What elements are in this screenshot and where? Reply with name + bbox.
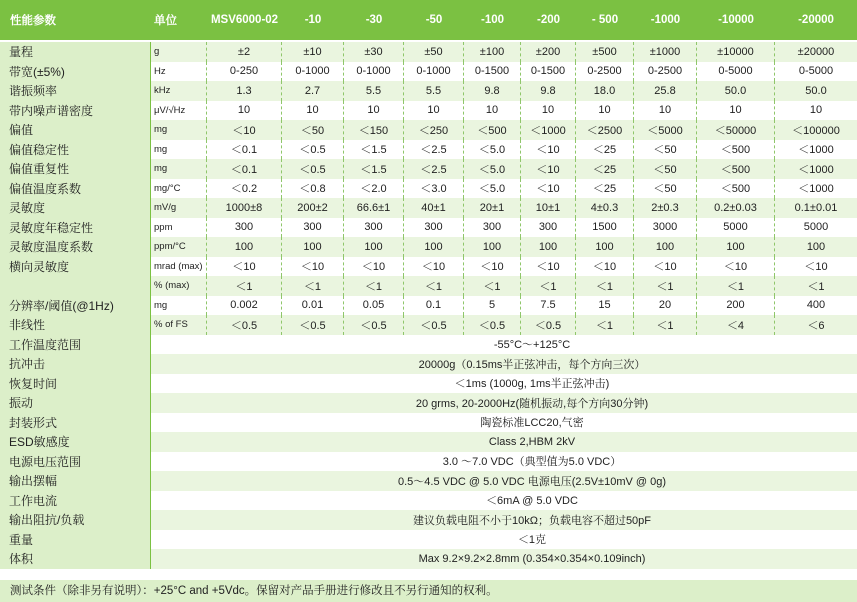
table-row [0, 257, 857, 277]
param-name: 灵敏度年稳定性 [0, 218, 150, 238]
param-unit [150, 530, 207, 550]
param-unit: mV/g [150, 198, 207, 218]
value-cell: 1000±8 [207, 198, 282, 218]
value-cell: ＜1 [634, 315, 697, 335]
value-cell: 0-1000 [282, 62, 344, 82]
value-cell: 0.1 [404, 296, 464, 316]
value-cell: 10 [634, 101, 697, 121]
value-cell: ＜0.5 [464, 315, 521, 335]
value-cell: ＜5.0 [464, 179, 521, 199]
table-row [0, 374, 857, 394]
value-cell: ＜1 [404, 276, 464, 296]
param-name: 非线性 [0, 315, 150, 335]
value-cell: 9.8 [521, 81, 576, 101]
table-row [0, 452, 857, 472]
table-row [0, 491, 857, 511]
param-unit [150, 374, 207, 394]
header-param: 性能参数 [0, 0, 150, 42]
value-cell: ＜0.1 [207, 159, 282, 179]
table-row [0, 296, 857, 316]
param-unit: mrad (max) [150, 257, 207, 277]
value-cell: ±1000 [634, 42, 697, 62]
value-cell: 0-1500 [464, 62, 521, 82]
value-cell: 300 [521, 218, 576, 238]
value-cell: ＜10 [404, 257, 464, 277]
param-unit: mg [150, 140, 207, 160]
value-cell: ＜10 [521, 140, 576, 160]
value-cell: ＜500 [697, 179, 775, 199]
value-cell: ±100 [464, 42, 521, 62]
value-cell: 300 [404, 218, 464, 238]
merged-value: 3.0 ～7.0 VDC（典型值为5.0 VDC） [207, 452, 857, 472]
value-cell: ＜100000 [775, 120, 857, 140]
param-unit: Hz [150, 62, 207, 82]
value-cell: 10 [521, 101, 576, 121]
value-cell: ＜2500 [576, 120, 634, 140]
param-unit [150, 510, 207, 530]
param-name: 重量 [0, 530, 150, 550]
header-model: -10000 [697, 0, 775, 42]
table-row [0, 354, 857, 374]
header-model: -200 [521, 0, 576, 42]
value-cell: ＜1000 [775, 179, 857, 199]
param-unit [150, 471, 207, 491]
param-unit [150, 491, 207, 511]
value-cell: ＜3.0 [404, 179, 464, 199]
param-name: 偏值温度系数 [0, 179, 150, 199]
header-row [0, 0, 857, 42]
value-cell: 100 [576, 237, 634, 257]
value-cell: ＜50 [634, 179, 697, 199]
value-cell: ＜2.5 [404, 140, 464, 160]
value-cell: ＜10 [521, 159, 576, 179]
value-cell: 100 [344, 237, 404, 257]
value-cell: 2±0.3 [634, 198, 697, 218]
value-cell: ＜0.5 [282, 159, 344, 179]
param-name: 带内噪声谱密度 [0, 101, 150, 121]
value-cell: 4±0.3 [576, 198, 634, 218]
value-cell: 400 [775, 296, 857, 316]
table-row [0, 237, 857, 257]
value-cell: 100 [775, 237, 857, 257]
value-cell: 7.5 [521, 296, 576, 316]
value-cell: ＜10 [282, 257, 344, 277]
value-cell: ＜10 [775, 257, 857, 277]
table-row [0, 159, 857, 179]
param-name: 体积 [0, 549, 150, 569]
value-cell: 10 [344, 101, 404, 121]
param-unit [150, 413, 207, 433]
value-cell: ＜5000 [634, 120, 697, 140]
table-row [0, 413, 857, 433]
param-name: 偏值稳定性 [0, 140, 150, 160]
value-cell: 0-1000 [404, 62, 464, 82]
param-name: 谐振频率 [0, 81, 150, 101]
table-row [0, 81, 857, 101]
value-cell: 300 [282, 218, 344, 238]
value-cell: 10 [464, 101, 521, 121]
merged-value: ＜1克 [207, 530, 857, 550]
value-cell: ＜1000 [775, 159, 857, 179]
value-cell: 66.6±1 [344, 198, 404, 218]
value-cell: ＜5.0 [464, 140, 521, 160]
value-cell: ＜50 [634, 140, 697, 160]
merged-value: ＜1ms (1000g, 1ms半正弦冲击) [207, 374, 857, 394]
param-unit: ppm/°C [150, 237, 207, 257]
value-cell: ＜1 [344, 276, 404, 296]
value-cell: ＜10 [344, 257, 404, 277]
value-cell: 0-5000 [697, 62, 775, 82]
table-row [0, 432, 857, 452]
value-cell: 1500 [576, 218, 634, 238]
value-cell: 3000 [634, 218, 697, 238]
value-cell: ＜1.5 [344, 140, 404, 160]
value-cell: ＜500 [697, 159, 775, 179]
value-cell: 10 [404, 101, 464, 121]
value-cell: 15 [576, 296, 634, 316]
param-name: 输出摆幅 [0, 471, 150, 491]
value-cell: 100 [521, 237, 576, 257]
value-cell: 100 [282, 237, 344, 257]
param-unit: mg [150, 159, 207, 179]
table-row [0, 218, 857, 238]
value-cell: ＜1 [775, 276, 857, 296]
merged-value: 20 grms, 20-2000Hz(随机振动,每个方向30分钟) [207, 393, 857, 413]
merged-value: 陶瓷标准LCC20,气密 [207, 413, 857, 433]
table-body [0, 42, 857, 569]
param-name [0, 276, 150, 296]
value-cell: 300 [464, 218, 521, 238]
value-cell: ＜1.5 [344, 159, 404, 179]
param-name: 带宽(±5%) [0, 62, 150, 82]
param-name: 电源电压范围 [0, 452, 150, 472]
value-cell: 10 [282, 101, 344, 121]
param-name: 横向灵敏度 [0, 257, 150, 277]
param-name: 工作温度范围 [0, 335, 150, 355]
value-cell: ＜1 [697, 276, 775, 296]
param-unit [150, 335, 207, 355]
value-cell: ±50 [404, 42, 464, 62]
value-cell: ＜0.5 [282, 140, 344, 160]
value-cell: ＜10 [521, 179, 576, 199]
value-cell: ±2 [207, 42, 282, 62]
value-cell: 10 [576, 101, 634, 121]
table-row [0, 101, 857, 121]
value-cell: 0.01 [282, 296, 344, 316]
value-cell: 0-1500 [521, 62, 576, 82]
value-cell: ＜4 [697, 315, 775, 335]
header-model: -100 [464, 0, 521, 42]
value-cell: 200±2 [282, 198, 344, 218]
table-row [0, 42, 857, 62]
param-unit [150, 549, 207, 569]
value-cell: 0-2500 [576, 62, 634, 82]
header-model: -1000 [634, 0, 697, 42]
footnote: 测试条件（除非另有说明）：+25°C and +5Vdc。保留对产品手册进行修改且不另行通知的权利。 [0, 580, 857, 602]
value-cell: 0-1000 [344, 62, 404, 82]
value-cell: 20 [634, 296, 697, 316]
value-cell: ＜1000 [775, 140, 857, 160]
header-unit: 单位 [150, 0, 207, 42]
param-unit [150, 452, 207, 472]
header-model: -30 [344, 0, 404, 42]
param-name: 灵敏度 [0, 198, 150, 218]
merged-value: 20000g（0.15ms半正弦冲击，每个方向三次） [207, 354, 857, 374]
value-cell: 50.0 [775, 81, 857, 101]
value-cell: ＜0.5 [207, 315, 282, 335]
value-cell: ＜50000 [697, 120, 775, 140]
value-cell: 0.1±0.01 [775, 198, 857, 218]
param-unit [150, 393, 207, 413]
value-cell: ＜0.2 [207, 179, 282, 199]
table-row [0, 530, 857, 550]
param-unit: mg/°C [150, 179, 207, 199]
value-cell: ＜150 [344, 120, 404, 140]
value-cell: ±200 [521, 42, 576, 62]
param-name: 振动 [0, 393, 150, 413]
param-unit: μV/√Hz [150, 101, 207, 121]
table-header [0, 0, 857, 42]
value-cell: ＜1 [576, 276, 634, 296]
merged-value: ＜6mA @ 5.0 VDC [207, 491, 857, 511]
value-cell: ＜0.5 [344, 315, 404, 335]
value-cell: ＜1000 [521, 120, 576, 140]
param-name: ESD敏感度 [0, 432, 150, 452]
param-name: 输出阻抗/负载 [0, 510, 150, 530]
value-cell: ＜10 [207, 120, 282, 140]
value-cell: 0.2±0.03 [697, 198, 775, 218]
param-name: 工作电流 [0, 491, 150, 511]
param-name: 恢复时间 [0, 374, 150, 394]
value-cell: ＜1 [576, 315, 634, 335]
value-cell: ＜10 [207, 257, 282, 277]
table-row [0, 335, 857, 355]
value-cell: 0.05 [344, 296, 404, 316]
table-row [0, 198, 857, 218]
param-unit: mg [150, 296, 207, 316]
param-name: 抗冲击 [0, 354, 150, 374]
param-name: 偏值 [0, 120, 150, 140]
value-cell: 0.002 [207, 296, 282, 316]
value-cell: ＜1 [464, 276, 521, 296]
value-cell: ＜10 [521, 257, 576, 277]
value-cell: ±30 [344, 42, 404, 62]
table-row [0, 276, 857, 296]
header-model: MSV6000-02 [207, 0, 282, 42]
value-cell: ＜0.5 [521, 315, 576, 335]
value-cell: 1.3 [207, 81, 282, 101]
value-cell: ＜250 [404, 120, 464, 140]
value-cell: 18.0 [576, 81, 634, 101]
table-row [0, 549, 857, 569]
value-cell: ±10000 [697, 42, 775, 62]
value-cell: 200 [697, 296, 775, 316]
merged-value: -55°C～+125°C [207, 335, 857, 355]
header-model: -20000 [775, 0, 857, 42]
value-cell: 10±1 [521, 198, 576, 218]
value-cell: 100 [464, 237, 521, 257]
value-cell: ±10 [282, 42, 344, 62]
value-cell: ＜10 [576, 257, 634, 277]
param-unit: mg [150, 120, 207, 140]
value-cell: ＜0.1 [207, 140, 282, 160]
value-cell: ±500 [576, 42, 634, 62]
param-unit: % of FS [150, 315, 207, 335]
value-cell: 40±1 [404, 198, 464, 218]
value-cell: ＜25 [576, 159, 634, 179]
param-name: 偏值重复性 [0, 159, 150, 179]
value-cell: ＜50 [634, 159, 697, 179]
value-cell: ＜5.0 [464, 159, 521, 179]
value-cell: 5000 [775, 218, 857, 238]
value-cell: ＜0.5 [282, 315, 344, 335]
header-model: -50 [404, 0, 464, 42]
value-cell: 2.7 [282, 81, 344, 101]
value-cell: ＜10 [634, 257, 697, 277]
value-cell: ＜10 [464, 257, 521, 277]
value-cell: 300 [207, 218, 282, 238]
param-name: 封装形式 [0, 413, 150, 433]
value-cell: 10 [697, 101, 775, 121]
value-cell: ＜500 [464, 120, 521, 140]
param-name: 分辨率/阈值(@1Hz) [0, 296, 150, 316]
value-cell: 300 [344, 218, 404, 238]
merged-value: 建议负载电阻不小于10kΩ；负载电容不超过50pF [207, 510, 857, 530]
value-cell: 10 [207, 101, 282, 121]
value-cell: ＜0.8 [282, 179, 344, 199]
value-cell: ＜500 [697, 140, 775, 160]
param-unit [150, 354, 207, 374]
value-cell: ＜1 [282, 276, 344, 296]
value-cell: 0-5000 [775, 62, 857, 82]
value-cell: 100 [697, 237, 775, 257]
value-cell: 20±1 [464, 198, 521, 218]
param-unit: kHz [150, 81, 207, 101]
param-unit [150, 432, 207, 452]
value-cell: 9.8 [464, 81, 521, 101]
table-row [0, 393, 857, 413]
value-cell: ＜1 [207, 276, 282, 296]
table-row [0, 510, 857, 530]
value-cell: ＜2.5 [404, 159, 464, 179]
value-cell: ＜6 [775, 315, 857, 335]
table-row [0, 140, 857, 160]
param-unit: % (max) [150, 276, 207, 296]
value-cell: 10 [775, 101, 857, 121]
table-row [0, 315, 857, 335]
value-cell: ＜10 [697, 257, 775, 277]
value-cell: 0-250 [207, 62, 282, 82]
header-model: - 500 [576, 0, 634, 42]
value-cell: ＜0.5 [404, 315, 464, 335]
value-cell: ＜2.0 [344, 179, 404, 199]
value-cell: 100 [207, 237, 282, 257]
value-cell: 5 [464, 296, 521, 316]
table-row [0, 120, 857, 140]
value-cell: ±20000 [775, 42, 857, 62]
value-cell: 50.0 [697, 81, 775, 101]
table-row [0, 179, 857, 199]
table-row [0, 471, 857, 491]
param-unit: g [150, 42, 207, 62]
param-name: 灵敏度温度系数 [0, 237, 150, 257]
table-row [0, 62, 857, 82]
value-cell: 100 [404, 237, 464, 257]
merged-value: Max 9.2×9.2×2.8mm (0.354×0.354×0.109inch) [207, 549, 857, 569]
param-unit: ppm [150, 218, 207, 238]
value-cell: 5000 [697, 218, 775, 238]
value-cell: 5.5 [344, 81, 404, 101]
value-cell: ＜1 [634, 276, 697, 296]
value-cell: ＜1 [521, 276, 576, 296]
merged-value: Class 2,HBM 2kV [207, 432, 857, 452]
value-cell: 0-2500 [634, 62, 697, 82]
value-cell: ＜50 [282, 120, 344, 140]
value-cell: 100 [634, 237, 697, 257]
value-cell: 25.8 [634, 81, 697, 101]
value-cell: ＜25 [576, 179, 634, 199]
value-cell: ＜25 [576, 140, 634, 160]
param-name: 量程 [0, 42, 150, 62]
value-cell: 5.5 [404, 81, 464, 101]
merged-value: 0.5～4.5 VDC @ 5.0 VDC 电源电压(2.5V±10mV @ 0g) [207, 471, 857, 491]
header-model: -10 [282, 0, 344, 42]
